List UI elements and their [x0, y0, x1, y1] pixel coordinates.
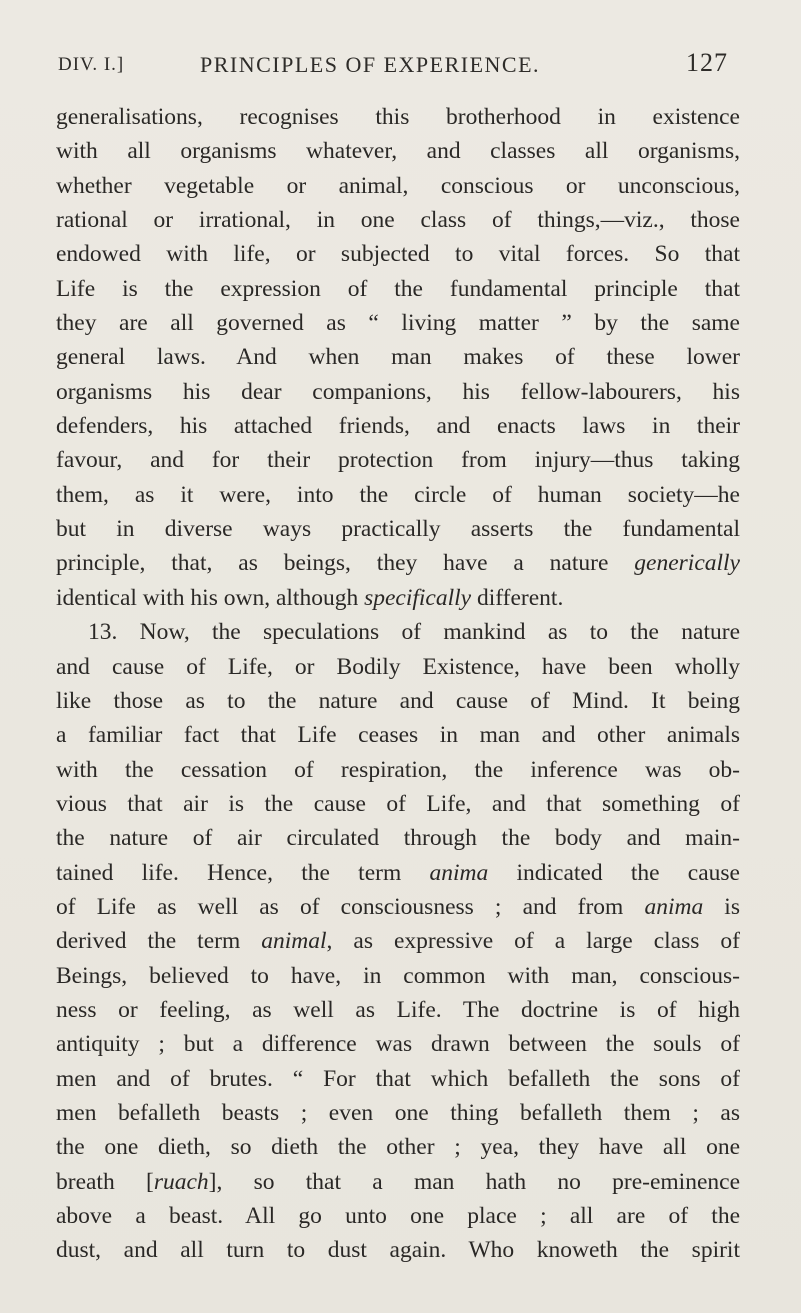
italic-term: generically [634, 550, 740, 577]
running-title: PRINCIPLES OF EXPERIENCE. [200, 52, 541, 77]
text-line: general laws. And when man makes of these lower [56, 344, 740, 371]
text-line: favour, and for their protection from injury—thus taking [56, 447, 740, 474]
italic-term: animal [261, 928, 327, 955]
text-line: above a beast. All go unto one place ; all are of the [56, 1203, 740, 1229]
text-line: tained life. Hence, the term anima indicated the cause [56, 859, 740, 886]
page-number: 127 [686, 48, 728, 77]
text-line: like those as to the nature and cause of Mind. It being [56, 687, 740, 714]
text-line: of Life as well as of consciousness ; and from anima is [56, 893, 740, 920]
text-line: endowed with life, or subjected to vital forces. So that [56, 241, 740, 268]
text-line: with all organisms whatever, and classes all organisms, [56, 138, 740, 165]
text-line: whether vegetable or animal, conscious or unconscious, [56, 172, 740, 199]
text-line: rational or irrational, in one class of things,—viz., those [56, 207, 740, 234]
text-line: them, as it were, into the circle of human society—he [56, 481, 740, 508]
text-line: principle, that, as beings, they have a nature generically [56, 550, 740, 577]
text-line: but in diverse ways practically asserts the fundamental [56, 516, 740, 543]
text-line: identical with his own, although specifically different. [56, 584, 564, 611]
text-line: men befalleth beasts ; even one thing befalleth them ; as [56, 1099, 740, 1126]
text-line: with the cessation of respiration, the inference was ob- [56, 756, 740, 783]
text-line: Life is the expression of the fundamental principle that [56, 275, 740, 302]
italic-term: specifically [364, 584, 472, 611]
text-line: vious that air is the cause of Life, and that something of [56, 790, 740, 817]
text-line: and cause of Life, or Bodily Existence, have been wholly [56, 653, 740, 680]
text-line: generalisations, recognises this brotherhood in existence [56, 104, 740, 130]
text-line: the one dieth, so dieth the other ; yea, they have all one [56, 1134, 740, 1161]
text-line: derived the term animal, as expressive of a large class of [56, 928, 740, 955]
running-header [58, 48, 728, 82]
text-line: Beings, believed to have, in common with man, conscious- [56, 962, 740, 989]
text-line: 13. Now, the speculations of mankind as to the nature [88, 619, 740, 646]
text-line: they are all governed as “ living matter ” by the same [56, 310, 740, 337]
italic-term: anima [644, 893, 704, 920]
italic-term: ruach [153, 1168, 209, 1195]
text-line: dust, and all turn to dust again. Who knoweth the spirit [56, 1237, 740, 1264]
text-line: antiquity ; but a difference was drawn between the souls of [56, 1031, 740, 1058]
text-line: organisms his dear companions, his fellow-labourers, his [56, 378, 740, 405]
text-line: ness or feeling, as well as Life. The doctrine is of high [56, 996, 740, 1023]
italic-term: anima [429, 859, 489, 886]
text-line: the nature of air circulated through the body and main- [56, 825, 740, 852]
text-line: defenders, his attached friends, and enacts laws in their [56, 413, 740, 440]
text-line: a familiar fact that Life ceases in man and other animals [56, 722, 740, 749]
text-line: men and of brutes. “ For that which befalleth the sons of [56, 1065, 740, 1092]
division-label: DIV. I.] [58, 54, 125, 75]
text-line: breath [ruach], so that a man hath no pre-eminence [56, 1168, 741, 1195]
body-text [56, 100, 740, 1268]
